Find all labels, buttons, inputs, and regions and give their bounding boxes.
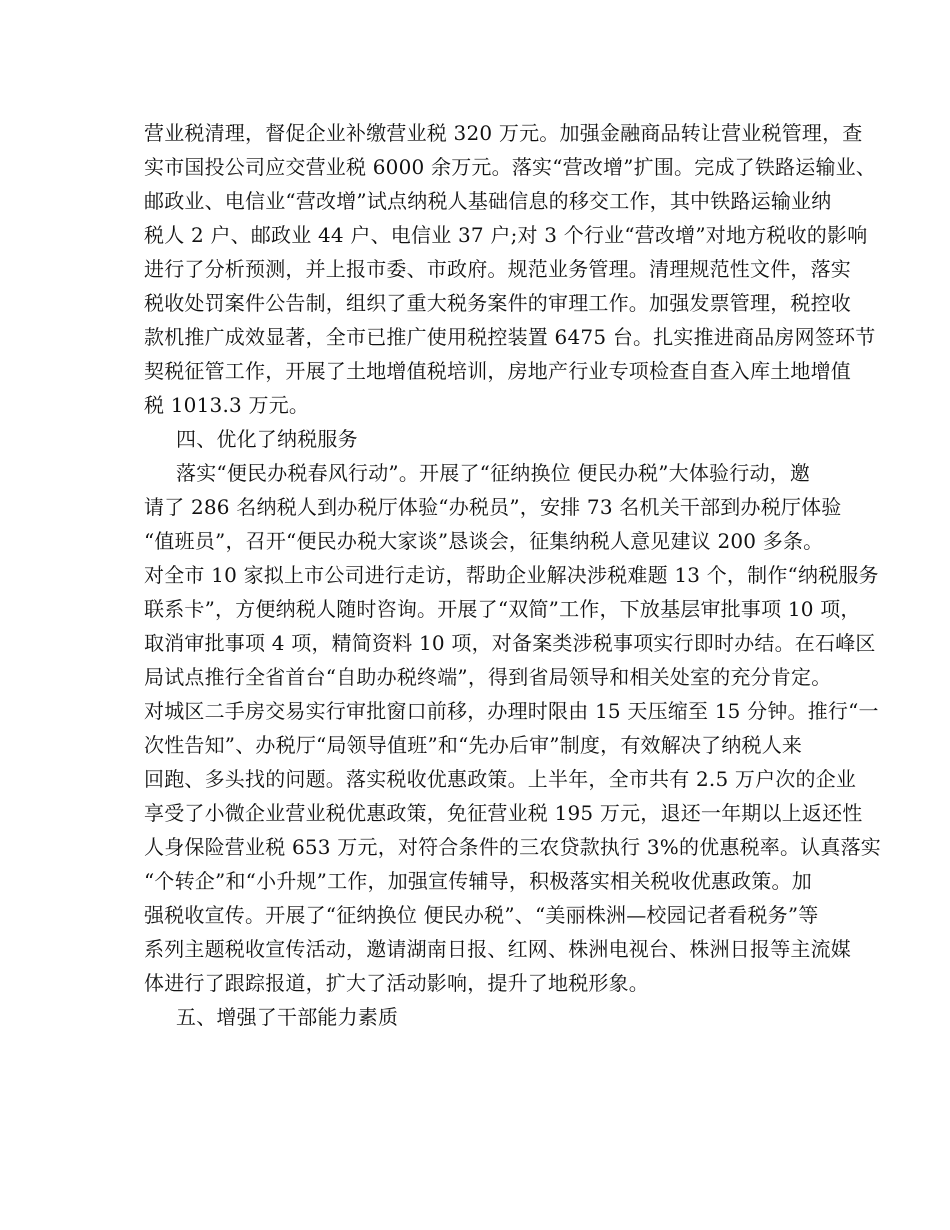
body-text-line: 次性告知”、办税厅“局领导值班”和“先办后审”制度，有效解决了纳税人来: [144, 733, 803, 757]
body-text-line: 款机推广成效显著，全市已推广使用税控装置 6475 台。扎实推进商品房网签环节: [144, 325, 876, 349]
section-heading: 四、优化了纳税服务: [176, 427, 358, 451]
body-text-line: 局试点推行全省首台“自助办税终端”，得到省局领导和相关处室的充分肯定。: [144, 665, 832, 689]
body-text-line: 对全市 10 家拟上市公司进行走访，帮助企业解决涉税难题 13 个，制作“纳税服务: [144, 563, 879, 587]
body-text-line: 联系卡”，方便纳税人随时咨询。开展了“双简”工作，下放基层审批事项 10 项，: [144, 597, 861, 621]
body-text-line: 税人 2 户、邮政业 44 户、电信业 37 户;对 3 个行业“营改增”对地方税收的影响: [144, 223, 868, 247]
body-text-line: 回跑、多头找的问题。落实税收优惠政策。上半年，全市共有 2.5 万户次的企业: [144, 767, 857, 791]
body-text-line: 税收处罚案件公告制，组织了重大税务案件的审理工作。加强发票管理，税控收: [144, 291, 851, 315]
body-text-line: 实市国投公司应交营业税 6000 余万元。落实“营改增”扩围。完成了铁路运输业、: [144, 155, 877, 179]
body-text-line: 系列主题税收宣传活动，邀请湖南日报、红网、株洲电视台、株洲日报等主流媒: [144, 937, 851, 961]
body-text-line: 契税征管工作，开展了土地增值税培训，房地产行业专项检查自查入库土地增值: [144, 359, 851, 383]
body-text-line: 取消审批事项 4 项，精简资料 10 项，对备案类涉税事项实行即时办结。在石峰区: [144, 631, 876, 655]
body-text-line: 对城区二手房交易实行审批窗口前移，办理时限由 15 天压缩至 15 分钟。推行“一: [144, 699, 879, 723]
body-text-line: 强税收宣传。开展了“征纳换位 便民办税”、“美丽株洲—校园记者看税务”等: [144, 903, 819, 927]
body-text-line: 营业税清理，督促企业补缴营业税 320 万元。加强金融商品转让营业税管理，查: [144, 121, 863, 145]
body-text-line: 进行了分析预测，并上报市委、市政府。规范业务管理。清理规范性文件，落实: [144, 257, 851, 281]
body-text-line: 请了 286 名纳税人到办税厅体验“办税员”，安排 73 名机关干部到办税厅体验: [144, 495, 842, 519]
body-text-line: 享受了小微企业营业税优惠政策，免征营业税 195 万元，退还一年期以上返还性: [144, 801, 863, 825]
body-text-line: 体进行了跟踪报道，扩大了活动影响，提升了地税形象。: [144, 971, 649, 995]
section-heading: 五、增强了干部能力素质: [176, 1005, 399, 1029]
body-text-line: 税 1013.3 万元。: [144, 393, 310, 417]
body-text-line: “值班员”，召开“便民办税大家谈”恳谈会，征集纳税人意见建议 200 多条。: [144, 529, 824, 553]
body-text-line: “个转企”和“小升规”工作，加强宣传辅导，积极落实相关税收优惠政策。加: [144, 869, 812, 893]
body-text-line: 邮政业、电信业“营改增”试点纳税人基础信息的移交工作，其中铁路运输业纳: [144, 189, 832, 213]
body-text-line: 人身保险营业税 653 万元，对符合条件的三农贷款执行 3%的优惠税率。认真落实: [144, 835, 881, 859]
body-text-line: 落实“便民办税春风行动”。开展了“征纳换位 便民办税”大体验行动，邀: [176, 461, 811, 485]
